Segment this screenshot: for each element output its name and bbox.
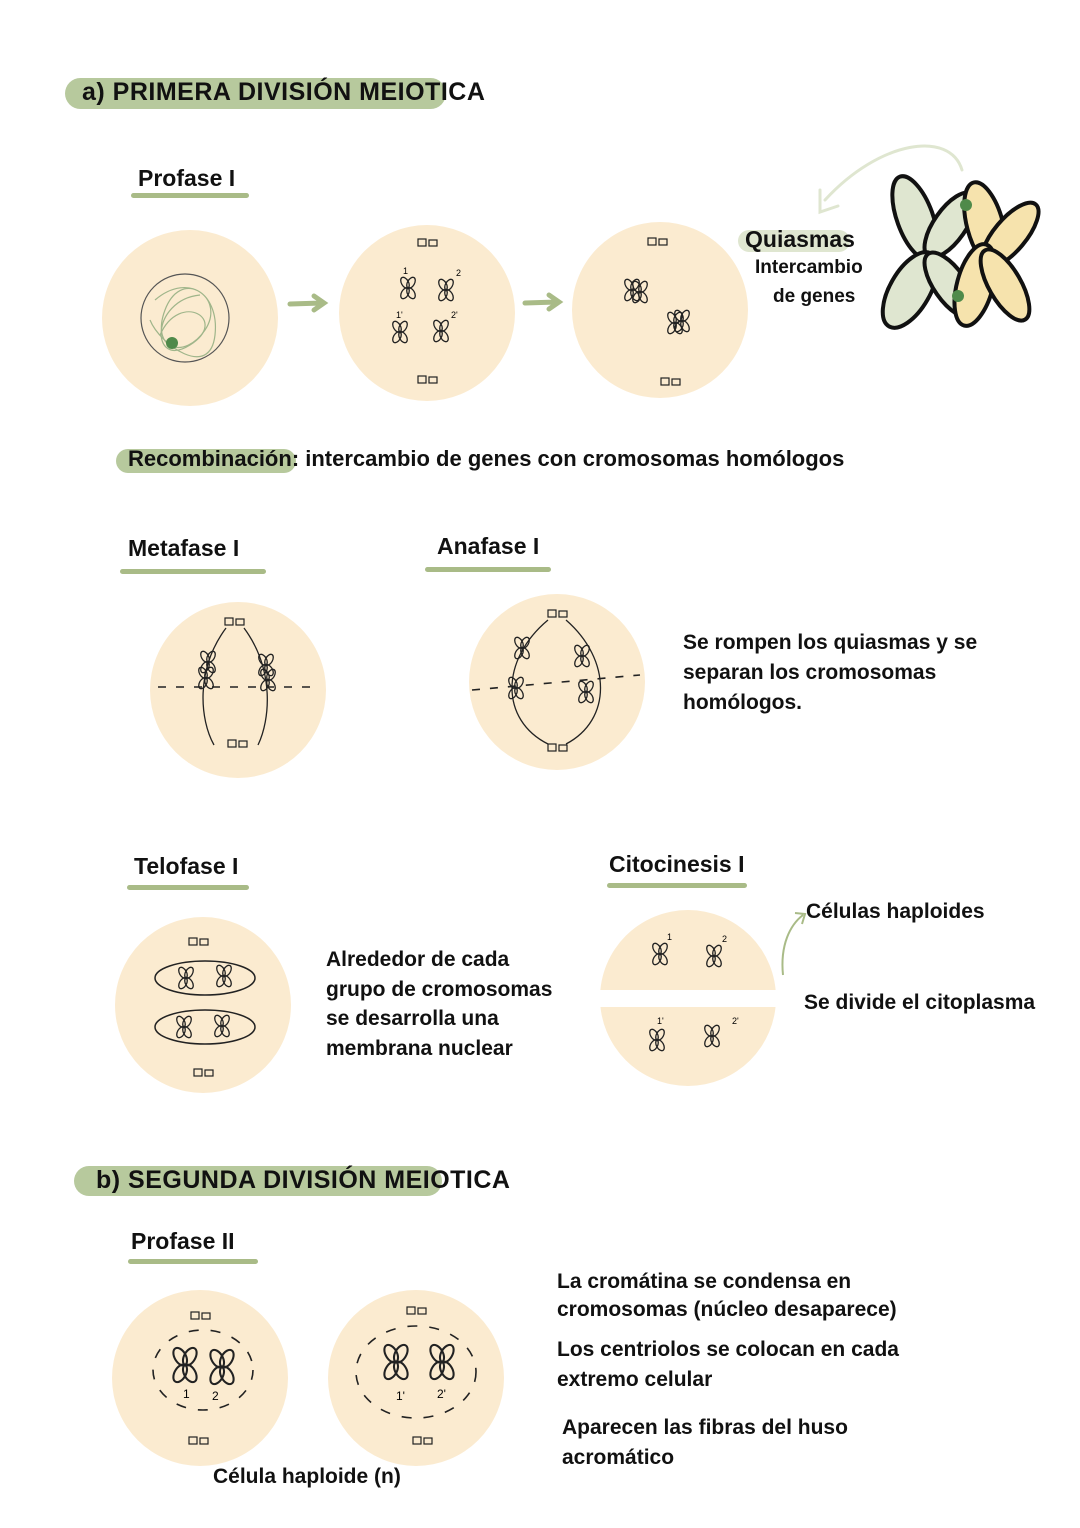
arrow-icon xyxy=(525,295,559,309)
metafase1-label: Metafase I xyxy=(128,535,240,561)
chromosome-label: 2 xyxy=(456,268,462,278)
chromosome-label: 2 xyxy=(722,934,728,944)
cell-telofase1 xyxy=(115,917,291,1093)
section-a-title: a) PRIMERA DIVISIÓN MEIOTICA xyxy=(82,78,486,106)
chromosome-label: 2' xyxy=(437,1387,446,1401)
profase2-note-3b: acromático xyxy=(562,1446,675,1469)
chromosome-label: 1' xyxy=(657,1016,664,1026)
arrow-icon xyxy=(290,296,324,310)
anafase1-label: Anafase I xyxy=(437,533,540,559)
chromosome-label: 1 xyxy=(183,1387,190,1401)
curved-arrow-icon xyxy=(782,913,805,975)
quiasmas-desc-2: de genes xyxy=(773,286,856,307)
profase1-label: Profase I xyxy=(138,165,236,191)
chromosome-label: 2 xyxy=(212,1389,219,1403)
citocinesis1-label: Citocinesis I xyxy=(609,851,745,877)
chiasma-chromosomes xyxy=(872,170,1048,336)
anafase1-desc-2: separan los cromosomas xyxy=(683,661,937,684)
citocinesis1-desc: Se divide el citoplasma xyxy=(804,991,1036,1014)
anafase1-desc-1: Se rompen los quiasmas y se xyxy=(683,631,978,654)
profase2-note-1a: La cromátina se condensa en xyxy=(557,1270,852,1293)
chromosome-label: 2' xyxy=(732,1016,739,1026)
citocinesis1-result: Células haploides xyxy=(806,900,985,923)
chromosome-label: 2' xyxy=(451,310,458,320)
cell-metafase1 xyxy=(150,602,326,778)
telofase1-desc-2: grupo de cromosomas xyxy=(326,978,553,1001)
cell-profase1-2 xyxy=(339,225,515,401)
profase2-note-1b: cromosomas (núcleo desaparece) xyxy=(557,1298,897,1321)
profase2-label: Profase II xyxy=(131,1228,235,1254)
anafase1-desc-3: homólogos. xyxy=(683,691,802,714)
cell-anafase1 xyxy=(469,594,645,770)
chromosome-label: 1 xyxy=(403,266,409,276)
cell-profase1-1 xyxy=(102,230,278,406)
telofase1-desc-3: se desarrolla una xyxy=(326,1007,499,1030)
recombinacion-definition: : intercambio de genes con cromosomas homólogos xyxy=(291,446,845,471)
chiasma-dot xyxy=(960,199,972,211)
chromosome-label: 1 xyxy=(667,932,673,942)
recombinacion-term: Recombinación xyxy=(128,446,292,471)
cell-profase2-2 xyxy=(328,1290,504,1466)
chromosome-label: 1' xyxy=(396,310,403,320)
profase2-note-3a: Aparecen las fibras del huso xyxy=(562,1416,848,1439)
profase2-note-2a: Los centriolos se colocan en cada xyxy=(557,1338,899,1361)
quiasmas-desc-1: Intercambio xyxy=(755,257,863,278)
profase2-note-2b: extremo celular xyxy=(557,1368,713,1391)
quiasmas-title: Quiasmas xyxy=(745,226,855,252)
telofase1-desc-4: membrana nuclear xyxy=(326,1037,513,1060)
profase2-caption: Célula haploide (n) xyxy=(213,1465,401,1488)
chromosome-label: 1' xyxy=(396,1389,405,1403)
section-b-title: b) SEGUNDA DIVISIÓN MEIOTICA xyxy=(96,1166,511,1194)
chiasma-dot xyxy=(952,290,964,302)
telofase1-label: Telofase I xyxy=(134,853,239,879)
nucleolus-dot xyxy=(166,337,178,349)
telofase1-desc-1: Alrededor de cada xyxy=(326,948,510,971)
cell-profase1-3 xyxy=(572,222,748,398)
